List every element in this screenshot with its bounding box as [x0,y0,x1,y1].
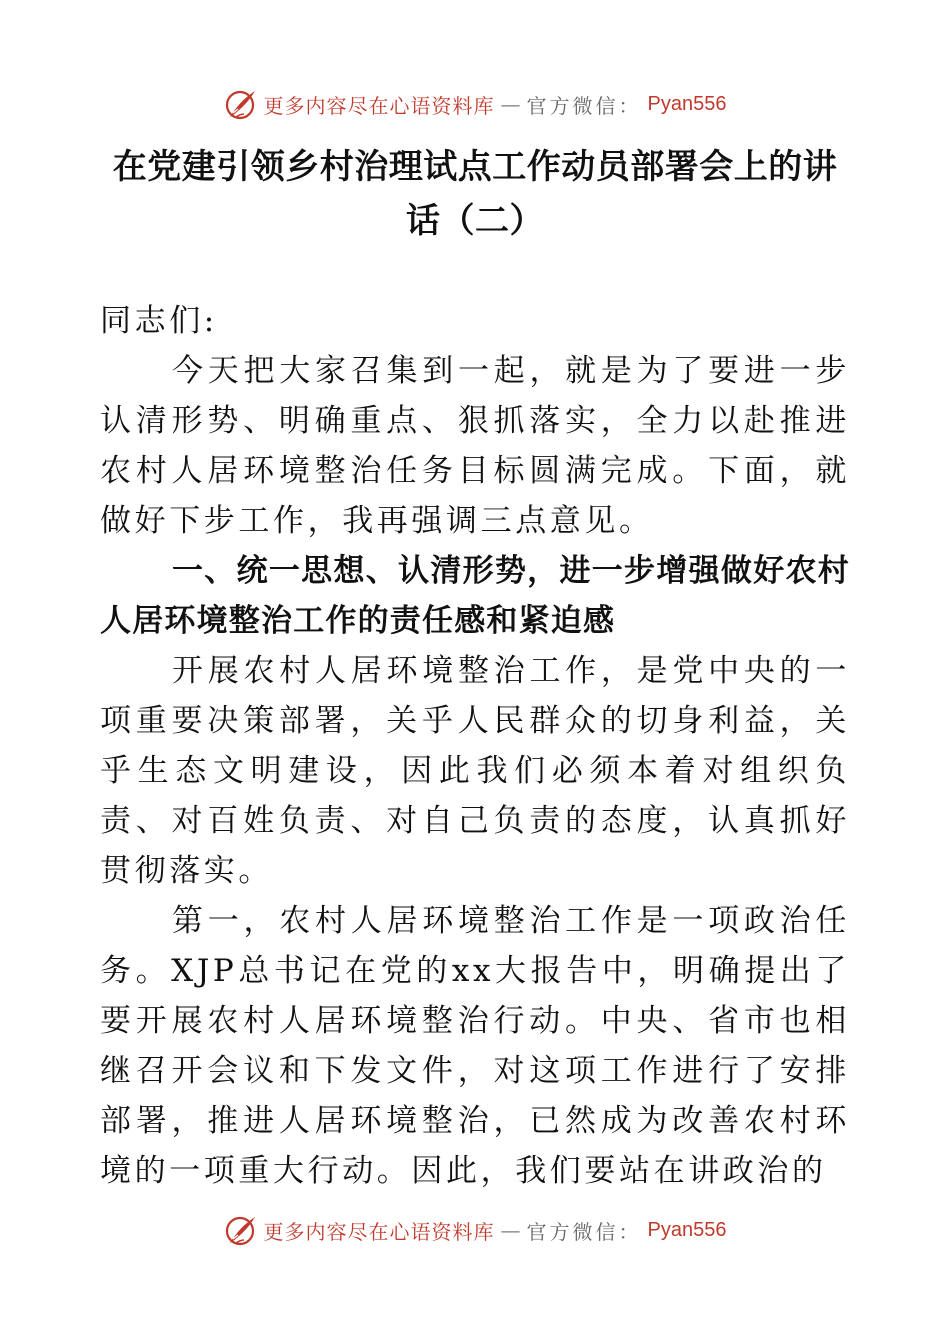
watermark-id: Pyan556 [647,1218,727,1241]
paragraph: 第一，农村人居环境整治工作是一项政治任务。XJP总书记在党的xx大报告中，明确提出了要开展农村人居环境整治行动。中央、省市也相继召开会议和下发文件，对这项工作进行了安排部署，推进人居环境整治，已然成为改善农村环境的一项重大行动。因此，我们要站在讲政治的 [100,903,850,1189]
watermark-label: 官方微信： [526,1219,642,1244]
footer-watermark [0,1210,950,1250]
document-body [100,296,850,1196]
header-watermark [0,84,950,124]
watermark-main-text: 更多内容尽在心语资料库 [263,93,495,118]
title-line-2: 话（二） [406,201,544,241]
greeting: 同志们: [100,303,218,339]
watermark-dash: — [500,1218,521,1242]
watermark-main-text: 更多内容尽在心语资料库 [263,1219,495,1244]
paragraph: 今天把大家召集到一起，就是为了要进一步认清形势、明确重点、狠抓落实，全力以赴推进农村人居环境整治任务目标圆满完成。下面，就做好下步工作，我再强调三点意见。 [100,353,850,539]
document-title [100,140,850,248]
watermark-id: Pyan556 [647,92,727,115]
quill-logo-icon [224,87,258,121]
section-heading: 一、统一思想、认清形势，进一步增强做好农村人居环境整治工作的责任感和紧迫感 [100,553,850,639]
title-line-1: 在党建引领乡村治理试点工作动员部署会上的讲 [112,147,838,187]
watermark-label: 官方微信： [526,93,642,118]
watermark-dash: — [500,92,521,116]
quill-logo-icon [224,1213,258,1247]
paragraph: 开展农村人居环境整治工作，是党中央的一项重要决策部署，关乎人民群众的切身利益，关乎生态文明建设，因此我们必须本着对组织负责、对百姓负责、对自己负责的态度，认真抓好贯彻落实。 [100,653,850,889]
